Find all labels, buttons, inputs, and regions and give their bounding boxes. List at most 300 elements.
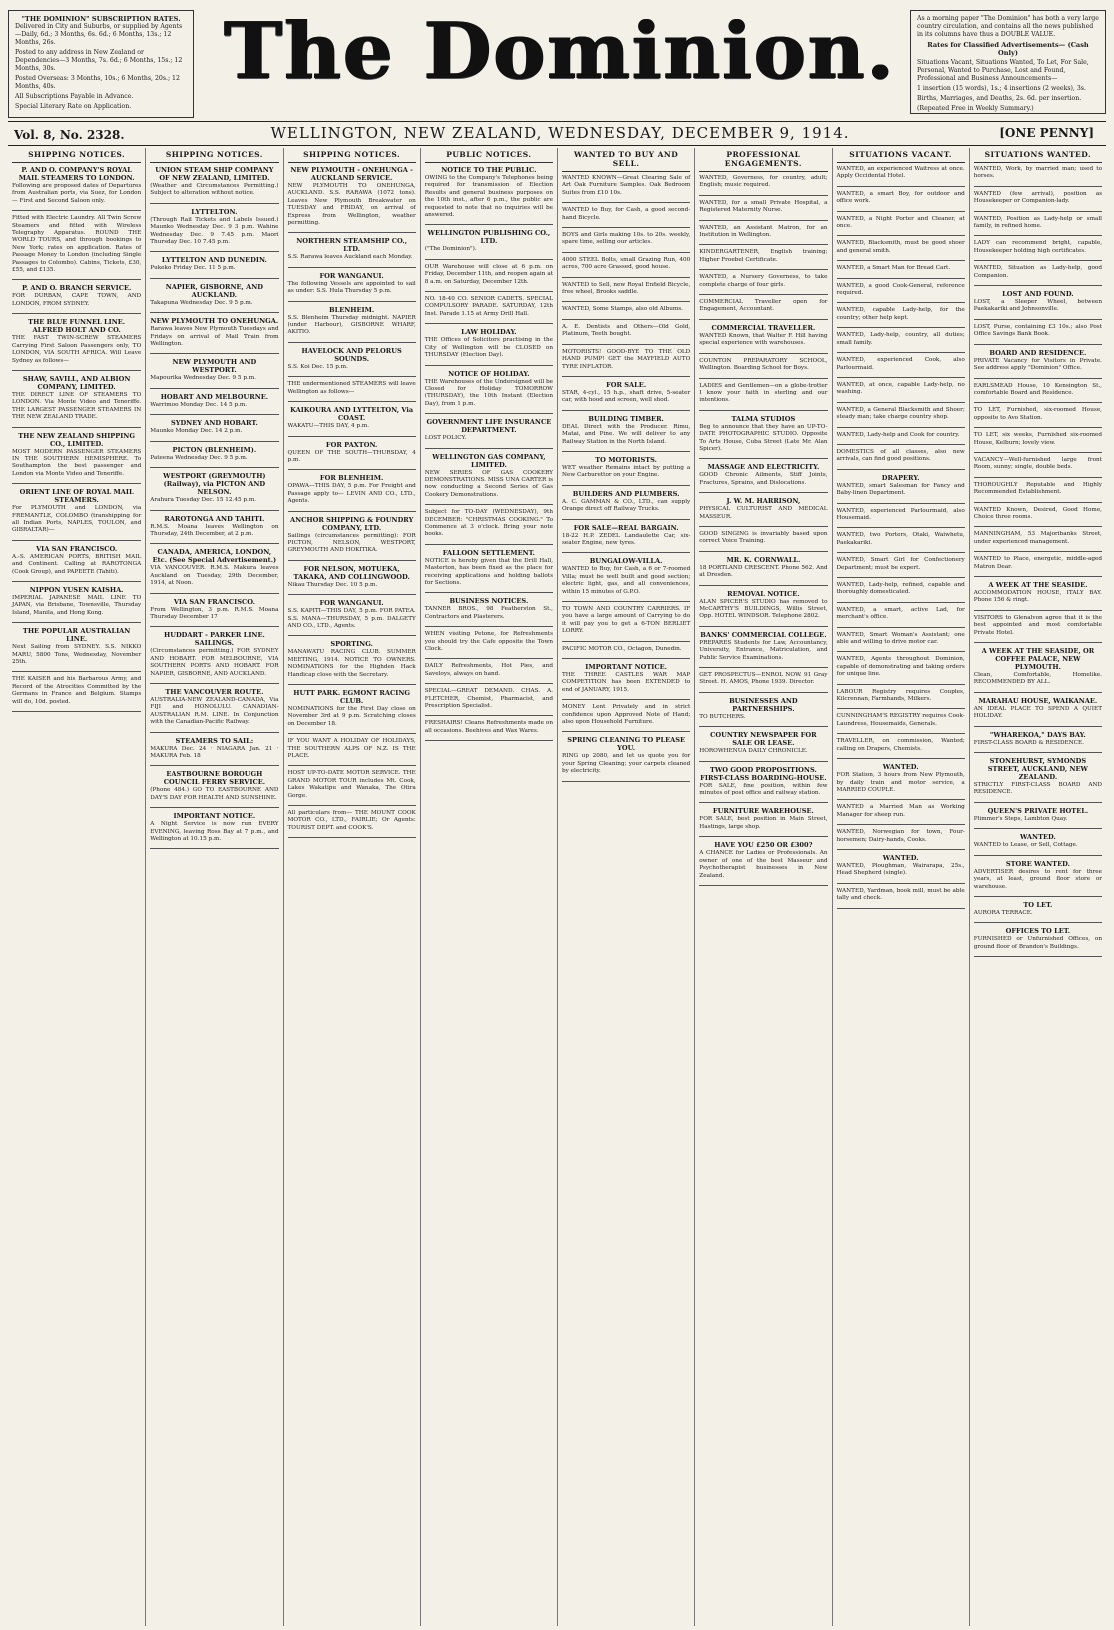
advertisement-body: WANTED, Position as Lady-help or small family, in refined home. — [973, 215, 1102, 230]
advertisement-body: WANTED, an experienced Waitress at once. Apply Occidental Hotel. — [836, 166, 965, 180]
advertisement-separator — [974, 285, 1102, 286]
advertisement-heading: WESTPORT (GREYMOUTH) (Railway), via PICTON AND NELSON. — [163, 472, 266, 497]
advertisement-separator — [562, 658, 690, 659]
advertisement — [150, 472, 278, 504]
advertisement-body: WANTED (few arrival), position as Housekeeper or Companion-lady. — [973, 190, 1102, 205]
classified-rate-line: (Repeated Free in Weekly Summary.) — [917, 105, 1034, 112]
advertisement-body: WANTED, at once, capable Lady-help, no washing. — [836, 381, 965, 396]
advertisement — [974, 507, 1102, 522]
advertisement — [699, 697, 827, 721]
advertisement-separator — [12, 671, 141, 672]
advertisement-separator — [288, 635, 416, 636]
advertisement — [699, 324, 827, 348]
advertisement-separator — [150, 441, 278, 442]
advertisement-body: LABOUR Registry requires Couples, Kilcrennan, Farmhands, Milkers. — [836, 688, 965, 703]
subscription-rate-line: Posted Overseas: 3 Months, 10s.; 6 Months, 20s.; 12 Months, 40s. — [15, 75, 180, 90]
advertisement — [12, 432, 141, 479]
advertisement-heading: SPRING CLEANING TO PLEASE YOU. — [567, 736, 686, 753]
advertisement-body: WANTED, Smart Woman's Assistant; one able and willing to drive motor car. — [836, 631, 965, 646]
advertisement-body: THOROUGHLY Reputable and Highly Recommended Establishment. — [973, 481, 1102, 496]
advertisement-separator — [699, 667, 827, 668]
advertisement-heading: A WEEK AT THE SEASIDE, OR COFFEE PALACE, NEW PLYMOUTH. — [981, 647, 1095, 672]
advertisement-heading: HAVELOCK AND PELORUS SOUNDS. — [301, 346, 402, 363]
advertisement — [974, 860, 1102, 891]
advertisement-separator — [974, 828, 1102, 829]
advertisement-heading: J. W. M. HARRISON, — [726, 497, 801, 506]
advertisement-heading: NOTICE TO THE PUBLIC. — [441, 166, 537, 174]
advertisement-separator — [150, 732, 278, 733]
advertisement — [425, 549, 553, 588]
advertisement-body: FOR SALE, fine position, within few minutes of post office and railway station. — [699, 782, 828, 797]
advertisement-body: OUR Warehouse will close at 6 p.m. on Friday, December 11th, and reopen again at 8 a.m. on Saturday, December 12th. — [424, 263, 553, 285]
advertisement-body: Warrimoo Monday Dec. 14 5 p.m. — [150, 401, 248, 408]
advertisement-separator — [150, 510, 278, 511]
advertisement-separator — [425, 658, 553, 659]
advertisement-body: NOTICE is hereby given that the Drill Hall, Masterton, has been fixed as the place for receiving applications and holding ballots for Sections. — [424, 557, 553, 586]
newspaper-title: The Dominion. — [224, 6, 896, 97]
advertisement-heading: VIA SAN FRANCISCO. — [36, 544, 118, 553]
advertisement-separator — [288, 401, 416, 402]
classified-rate-line: As a morning paper "The Dominion" has both a very large country circulation, and contains all the news published in its columns have thus a DOUBLE VALUE. — [917, 15, 1099, 38]
column-2 — [145, 148, 282, 1626]
advertisement-body: WANTED, Yardman, book mill, must be able tally and check. — [836, 887, 965, 902]
advertisement-body: FOR SALE, best position in Main Street, Hastings, large shop. — [699, 816, 828, 830]
advertisement — [974, 407, 1102, 422]
advertisement — [425, 264, 553, 286]
advertisement — [699, 590, 827, 621]
advertisement — [425, 166, 553, 219]
advertisement-heading: STORE WANTED. — [1005, 859, 1070, 868]
advertisement — [425, 509, 553, 539]
advertisement — [837, 382, 965, 397]
advertisement — [12, 284, 141, 308]
advertisement-separator — [150, 848, 278, 849]
advertisement — [562, 663, 690, 694]
advertisement — [837, 265, 965, 272]
advertisement-separator — [425, 626, 553, 627]
advertisement-separator — [837, 684, 965, 685]
advertisement-heading: BUSINESSES AND PARTNERSHIPS. — [729, 696, 798, 713]
advertisement-body: (Weather and Circumstances Permitting.) Subject to alteration without notice. — [150, 183, 279, 197]
advertisement — [974, 901, 1102, 917]
advertisement-heading: NOTICE OF HOLIDAY. — [448, 369, 530, 378]
advertisement-body: A.-S. AMERICAN PORTS, BRITISH MAIL and Continent. Calling at RAROTONGA (Cook Group), and PAPEETE (Tahiti). — [12, 553, 142, 575]
advertisement — [425, 296, 553, 318]
advertisement-body: WET weather Remains intact by putting a New Carburettor on your Engine. — [562, 464, 691, 479]
advertisement — [837, 738, 965, 753]
advertisement-separator — [837, 883, 965, 884]
advertisement-body: WANTED, an Assistant Matron, for an Institution in Wellington. — [699, 224, 828, 239]
advertisement-heading: WELLINGTON GAS COMPANY, LIMITED. — [432, 452, 546, 469]
advertisement-body: RING up 2080, and let us quote you for your Spring Cleaning; your carpets cleaned by electricity. — [562, 753, 691, 775]
advertisement-heading: LYTTELTON AND DUNEDIN. — [161, 256, 267, 265]
advertisement-body: WANTED to Buy, for Cash, a good second-hand Bicycle. — [562, 207, 691, 221]
advertisement-heading: IMPORTANT NOTICE. — [585, 663, 667, 672]
advertisement-body: KINDERGARTENER, English training; Higher Froebel Certificate. — [699, 249, 828, 263]
advertisement — [699, 249, 827, 264]
advertisement-separator — [837, 602, 965, 603]
advertisement-separator — [974, 855, 1102, 856]
advertisement-heading: VIA SAN FRANCISCO. — [173, 597, 255, 606]
advertisement-heading: FOR SALE. — [606, 380, 647, 389]
advertisement — [150, 631, 278, 678]
advertisement — [837, 582, 965, 597]
advertisement — [974, 457, 1102, 472]
advertisement-body: VIA VANCOUVER. R.M.S. Makura leaves Auckland on Tuesday, 29th December, 1914, at Noon. — [150, 565, 279, 587]
advertisement-separator — [562, 301, 690, 302]
advertisement-separator — [425, 683, 553, 684]
advertisement — [562, 207, 690, 222]
advertisement-body: A Night Service is now run EVERY EVENING, leaving Ross Bay at 7 p.m., and Wellington at 10.15 p.m. — [150, 821, 279, 843]
advertisement-body: LADY can recommend bright, capable, Housekeeper holding high certificates. — [973, 240, 1102, 254]
advertisement-separator — [562, 641, 690, 642]
advertisement — [699, 841, 827, 880]
column-5 — [557, 148, 694, 1626]
advertisement-body: STAR, 4-cyl., 15 h.p., shaft drive, 5-seater car, with hood and screen, well shod. — [562, 389, 691, 404]
advertisement — [288, 640, 416, 679]
advertisement-separator — [699, 551, 827, 552]
advertisement-heading: NEW PLYMOUTH - ONEHUNGA - AUCKLAND SERVICE. — [290, 166, 413, 182]
advertisement-separator — [425, 413, 553, 414]
advertisement-separator — [974, 922, 1102, 923]
advertisement-body: MONEY Lent Privately and in strict confidence upon Approved Note of Hand; also upon Household Furniture. — [562, 704, 691, 726]
column-heading: WANTED TO BUY AND SELL. — [562, 148, 690, 172]
advertisement-separator — [562, 781, 690, 782]
subscription-rate-line: Posted to any address in New Zealand or Dependencies—3 Months, 7s. 6d.; 6 Months, 15s.; 12 Months, 30s. — [15, 49, 183, 72]
advertisement — [288, 306, 416, 337]
advertisement-heading: GOVERNMENT LIFE INSURANCE DEPARTMENT. — [426, 418, 552, 435]
advertisement-body: WANTED, a smart Boy, for outdoor and office work. — [836, 190, 965, 205]
advertisement-separator — [150, 278, 278, 279]
column-heading: PUBLIC NOTICES. — [425, 148, 553, 163]
advertisement-body: NOMINATIONS for the First Day close on November 3rd at 9 p.m. Scratching closes on December 18. — [287, 706, 416, 727]
column-7 — [832, 148, 969, 1626]
advertisement-separator — [974, 956, 1102, 957]
advertisement-separator — [562, 202, 690, 203]
advertisement — [699, 556, 827, 580]
advertisement — [837, 357, 965, 372]
advertisement — [12, 586, 141, 617]
column-heading: SHIPPING NOTICES. — [150, 148, 278, 163]
advertisement-separator — [837, 302, 965, 303]
advertisement — [974, 647, 1102, 687]
advertisement-body: ("The Dominion"). — [424, 246, 477, 253]
advertisement-separator — [150, 543, 278, 544]
advertisement-heading: FOR PAXTON. — [325, 440, 378, 449]
advertisement-body: AURORA TERRACE. — [973, 909, 1033, 916]
advertisement-heading: COUNTRY NEWSPAPER FOR SALE OR LEASE. — [710, 731, 817, 748]
advertisement — [974, 482, 1102, 497]
advertisement-separator — [425, 740, 553, 741]
advertisement-body: ALAN SPICER'S STUDIO has removed to McCARTHY'S BUILDINGS, Willis Street, Opp. HOTEL WINDSOR. Telephone 2802. — [699, 598, 828, 620]
advertisement-separator — [837, 352, 965, 353]
advertisement-separator — [12, 622, 141, 623]
masthead-rule-bottom — [8, 145, 1106, 146]
advertisement-heading: OFFICES TO LET. — [1005, 927, 1071, 936]
advertisement-separator — [425, 259, 553, 260]
advertisement-body: NEW SERIES OF GAS COOKERY DEMONSTRATIONS. MISS UNA CARTER is now conducting a Second Series of Gas Cookery Demonstrations. — [424, 469, 553, 498]
advertisement-heading: DRAPERY. — [881, 473, 920, 482]
advertisement — [12, 318, 141, 365]
advertisement-separator — [562, 376, 690, 377]
advertisement — [837, 332, 965, 347]
advertisement-separator — [288, 267, 416, 268]
advertisement-heading: KAIKOURA AND LYTTELTON, Via COAST. — [290, 406, 414, 423]
advertisement-separator — [699, 885, 827, 886]
advertisement-heading: LOST AND FOUND. — [1002, 290, 1074, 299]
advertisement-separator — [974, 319, 1102, 320]
masthead-rule-top — [8, 121, 1106, 122]
advertisement — [288, 810, 416, 832]
advertisement-body: Arahura Tuesday Dec. 15 12.45 p.m. — [150, 497, 257, 504]
advertisement — [562, 646, 690, 653]
advertisement — [12, 488, 141, 535]
advertisement-separator — [974, 896, 1102, 897]
advertisement-separator — [974, 642, 1102, 643]
advertisement-body: THE undermentioned STEAMERS will leave Wellington as follows— — [287, 381, 416, 395]
advertisement-body: Pukeko Friday Dec. 11 5 p.m. — [150, 265, 236, 272]
advertisement-separator — [562, 485, 690, 486]
advertisement-separator — [12, 540, 141, 541]
advertisement-separator — [837, 908, 965, 909]
column-heading: PROFESSIONAL ENGAGEMENTS. — [699, 148, 827, 172]
advertisement — [12, 627, 141, 666]
advertisement — [837, 689, 965, 704]
advertisement-separator — [699, 244, 827, 245]
classified-rate-line: Births, Marriages, and Deaths, 2s. 6d. per insertion. — [917, 95, 1082, 102]
advertisement — [288, 689, 416, 728]
advertisement-separator — [288, 560, 416, 561]
advertisement-separator — [974, 502, 1102, 503]
advertisement-heading: WELLINGTON PUBLISHING CO., LTD. — [427, 229, 551, 246]
advertisement-body: MANAWATU RACING CLUB. SUMMER MEETING, 1914. NOTICE TO OWNERS. NOMINATIONS for the Highden Hack Handicap close with the Secretary. — [287, 649, 416, 678]
advertisement-body: WANTED, experienced Cook, also Parlourmaid. — [836, 357, 965, 371]
advertisement — [837, 888, 965, 903]
advertisement-separator — [425, 365, 553, 366]
advertisement — [562, 282, 690, 297]
advertisement-separator — [974, 186, 1102, 187]
advertisement-separator — [699, 692, 827, 693]
column-heading: SITUATIONS VACANT. — [837, 148, 965, 163]
advertisement — [288, 406, 416, 430]
advertisement-body: TRAVELLER, on commission, Wanted; calling on Drapers, Chemists. — [836, 738, 965, 752]
advertisement-body: Fitted with Electric Laundry. All Twin Screw Steamers and fitted with Wireless Telegraphy Apparatus. ROUND THE WORLD TOURS, and through bookings to New York; rates on application. Rates of Passage Money to London (including Single Passages to Colombo). Cabins, Tickets, £30, £55, and £135. — [12, 215, 142, 274]
advertisement-body: (Circumstances permitting.) FOR SYDNEY AND HOBART. FOR MELBOURNE, VIA SOUTHERN PORTS AND HOBART. FOR NAPIER, GISBORNE, AND AUCKLAND. — [150, 648, 279, 677]
advertisement-body: MANNINGHAM, 53 Majoribanks Street, under experienced management. — [973, 531, 1102, 545]
advertisement-separator — [837, 211, 965, 212]
advertisement-body: WANTED, Agents throughout Dominion, capable of demonstrating and taking orders for unique line. — [836, 656, 965, 678]
advertisement-body: WANTED, Lady-help and Cook for country. — [836, 431, 960, 438]
advertisement-body: QUEEN OF THE SOUTH—THURSDAY, 4 p.m. — [287, 449, 416, 463]
advertisement — [699, 497, 827, 521]
advertisement-body: WANTED, a Nursery Governess, to take complete charge of four girls. — [699, 274, 828, 288]
advertisement-body: VISITORS to Glenalvon agree that it is the best appointed and most comfortable Private Hotel. — [973, 614, 1102, 636]
advertisement-body: Rarawa leaves New Plymouth Tuesdays and Fridays on arrival of Mail Train from Wellington. — [150, 326, 279, 348]
advertisement-body: WANTED, Situation as Lady-help, good Companion. — [973, 265, 1102, 279]
advertisement-heading: QUEEN'S PRIVATE HOTEL. — [987, 806, 1089, 815]
advertisement-separator — [150, 683, 278, 684]
advertisement-separator — [837, 469, 965, 470]
advertisement-separator — [150, 593, 278, 594]
advertisement-heading: MARAHAU HOUSE, WAIKANAE. — [978, 696, 1098, 705]
advertisement-body: WANTED, a smart, active Lad, for merchant's office. — [836, 606, 965, 621]
advertisement-heading: STEAMERS TO SAIL: — [175, 736, 254, 745]
advertisement — [288, 166, 416, 227]
advertisement-separator — [837, 527, 965, 528]
advertisement — [837, 632, 965, 647]
advertisement-heading: P. AND O. COMPANY'S ROYAL MAIL STEAMERS TO LONDON. — [18, 166, 135, 182]
advertisement-body: THE Warehouses of the Undersigned will be Closed for Holiday TOMORROW (THURSDAY), the 10th Instant (Election Day), from 1 p.m. — [424, 378, 553, 407]
advertisement-heading: THE VANCOUVER ROUTE. — [165, 687, 264, 696]
advertisement-heading: WANTED. — [882, 853, 919, 862]
advertisement-heading: WANTED. — [882, 763, 919, 772]
advertisement-body: WANTED Known, that Walter F. Hill having special experience with warehouses. — [699, 332, 828, 347]
advertisement — [562, 490, 690, 514]
advertisement-separator — [974, 260, 1102, 261]
advertisement-body: LADIES and Gentlemen—on a globe-trotter I know your faith in sterling and our intentions. — [699, 382, 828, 404]
advertisement — [150, 317, 278, 348]
advertisement-separator — [562, 227, 690, 228]
advertisement-separator — [288, 837, 416, 838]
advertisement-separator — [562, 699, 690, 700]
advertisement-separator — [837, 799, 965, 800]
advertisement-body: 18-22 H.P. ZEDEL Landaulette Car, six-seater Engine, new tyres. — [562, 532, 691, 546]
advertisement-heading: BUILDING TIMBER. — [588, 414, 664, 423]
advertisement-separator — [150, 251, 278, 252]
advertisement-separator — [837, 627, 965, 628]
advertisement-heading: BLENHEIM. — [329, 305, 375, 314]
advertisement-body: PHYSICAL CULTURIST AND MEDICAL MASSEUR. — [699, 506, 828, 520]
advertisement-body: WANTED, experienced Parlourmaid, also Housemaid. — [836, 507, 965, 521]
advertisement-body: A CHANCE for Ladies or Professionals. An owner of one of the best Masseur and Psychotherapist businesses in New Zealand. — [699, 850, 828, 879]
advertisement — [974, 807, 1102, 823]
advertisement-body: HOST UP-TO-DATE MOTOR SERVICE. THE GRAND MOTOR TOUR includes Mt. Cook, Lakes Wakatipu and Wanaka, The Otira Gorge. — [287, 770, 416, 799]
advertisement — [425, 631, 553, 653]
advertisement-body: THE KAISER and his Barbarous Army, and Record of the Atrocities Committed by the Germans in France and Belgium. Stamps will do, 10d. posted. — [12, 676, 142, 705]
advertisement-body: Mapourika Wednesday Dec. 9 5 p.m. — [150, 375, 256, 382]
advertisement — [699, 531, 827, 546]
advertisement — [974, 383, 1102, 398]
advertisement — [150, 283, 278, 307]
advertisement — [699, 415, 827, 454]
advertisement-separator — [699, 492, 827, 493]
advertisement — [150, 688, 278, 727]
advertisement-separator — [288, 301, 416, 302]
advertisement-body: Plimmer's Steps, Lambton Quay. — [973, 815, 1068, 822]
advertisement-separator — [288, 232, 416, 233]
advertisement-separator — [974, 526, 1102, 527]
column-heading: SITUATIONS WANTED. — [974, 148, 1102, 163]
advertisement-body: GET PROSPECTUS—ENROL NOW. 91 Gray Street. H. AMOS, Phone 1939. Director. — [699, 672, 828, 686]
advertisement — [699, 358, 827, 373]
advertisement — [974, 556, 1102, 571]
advertisement — [562, 324, 690, 339]
advertisement — [974, 697, 1102, 721]
advertisement — [150, 393, 278, 409]
advertisement — [837, 656, 965, 678]
advertisement-separator — [150, 765, 278, 766]
advertisement-heading: TO LET. — [1023, 900, 1053, 909]
advertisement — [562, 232, 690, 247]
advertisement-body: WANTED, two Porters, Otaki, Waiwhetu, Paekakariki. — [836, 532, 965, 546]
advertisement-separator — [837, 402, 965, 403]
advertisement-body: WANTED, Ploughman, Wairarapa, 25s., Head Shepherd (single). — [836, 862, 965, 877]
advertisement — [837, 854, 965, 878]
advertisement-heading: SPORTING. — [330, 640, 373, 649]
advertisement-separator — [837, 849, 965, 850]
advertisement-separator — [837, 427, 965, 428]
advertisement-body: S.S. KAPITI—THIS DAY, 5 p.m. FOR PATEA. S.S. MANA—THURSDAY, 5 p.m. DALGETY AND CO., LTD., Agents. — [287, 608, 416, 629]
advertisement-separator — [837, 824, 965, 825]
advertisement-heading: FOR NELSON, MOTUEKA, TAKAKA, AND COLLINGWOOD. — [293, 564, 410, 581]
advertisement-body: Pateena Wednesday Dec. 9 5 p.m. — [150, 454, 248, 461]
advertisement-body: S.S. Koi Dec. 15 p.m. — [287, 363, 348, 370]
advertisement-heading: MR. K. CORNWALL. — [726, 555, 801, 564]
advertisement — [288, 347, 416, 371]
advertisement — [288, 381, 416, 396]
advertisement — [288, 599, 416, 630]
advertisement-body: WANTED, Work, by married man; used to horses. — [973, 166, 1102, 180]
advertisement-separator — [562, 451, 690, 452]
advertisement-heading: STONEHURST, SYMONDS STREET, AUCKLAND, NEW ZEALAND. — [987, 757, 1088, 782]
advertisement-separator — [562, 344, 690, 345]
advertisement — [12, 676, 141, 706]
subscription-rates-box — [8, 10, 194, 118]
advertisement-body: TO TOWN AND COUNTRY CARRIERS. IF you have a large amount of Carrying to do it will pay you to get a 6-TON BERLIET LORRY. — [562, 606, 691, 635]
advertisement-separator — [974, 692, 1102, 693]
column-1 — [8, 148, 145, 1626]
advertisement — [837, 283, 965, 298]
advertisement — [150, 812, 278, 843]
advertisement-body: A. C. GAMMAN & CO., LTD., can supply Orange direct off Railway Trucks. — [562, 498, 691, 513]
advertisement — [425, 663, 553, 678]
advertisement — [699, 175, 827, 190]
advertisement-heading: MASSAGE AND ELECTRICITY. — [707, 463, 820, 472]
advertisement-separator — [12, 279, 141, 280]
advertisement — [150, 358, 278, 382]
advertisement — [837, 449, 965, 464]
advertisement-separator — [974, 802, 1102, 803]
advertisement-separator — [699, 761, 827, 762]
advertisement — [425, 597, 553, 621]
advertisement — [974, 833, 1102, 849]
advertisement-separator — [288, 342, 416, 343]
advertisement — [837, 557, 965, 572]
advertisement — [12, 545, 141, 576]
advertisement — [974, 581, 1102, 605]
advertisement-body: TO BUTCHERS. — [699, 713, 746, 720]
advertisement-body: ADVERTISER desires to rent for three years, at least, ground floor store or warehouse. — [973, 868, 1102, 890]
advertisement — [974, 927, 1102, 951]
column-4 — [420, 148, 557, 1626]
advertisement — [699, 383, 827, 405]
advertisement — [562, 175, 690, 197]
advertisement — [425, 720, 553, 735]
advertisement-separator — [288, 684, 416, 685]
advertisement-body: WANTED, smart Salesman for Fancy and Baby-linen Department. — [836, 482, 965, 497]
advertisement-separator — [699, 726, 827, 727]
advertisement — [562, 257, 690, 272]
advertisement-body: WANTED, a Night Porter and Cleaner, at once. — [836, 215, 965, 230]
advertisement-body: WHEN visiting Petone, for Refreshments you should try the Cafe opposite the Town Clock. — [424, 631, 553, 653]
advertisement-separator — [425, 592, 553, 593]
advertisement-body: WANTED, for a small Private Hospital, a Registered Maternity Nurse. — [699, 199, 828, 214]
advertisement-body: MAKURA Dec. 24 · NIAGARA Jan. 21 · MAKURA Feb. 18 — [150, 745, 279, 759]
advertisement-body: THE DIRECT LINE OF STEAMERS TO LONDON. Via Monte Video and Teneriffe. THE LARGEST PASSENGER STEAMERS IN THE NEW ZEALAND TRADE. — [12, 391, 142, 421]
advertisement-heading: HOBART AND MELBOURNE. — [160, 392, 269, 401]
advertisement-heading: LAW HOLIDAY. — [461, 328, 517, 337]
advertisement — [837, 432, 965, 439]
